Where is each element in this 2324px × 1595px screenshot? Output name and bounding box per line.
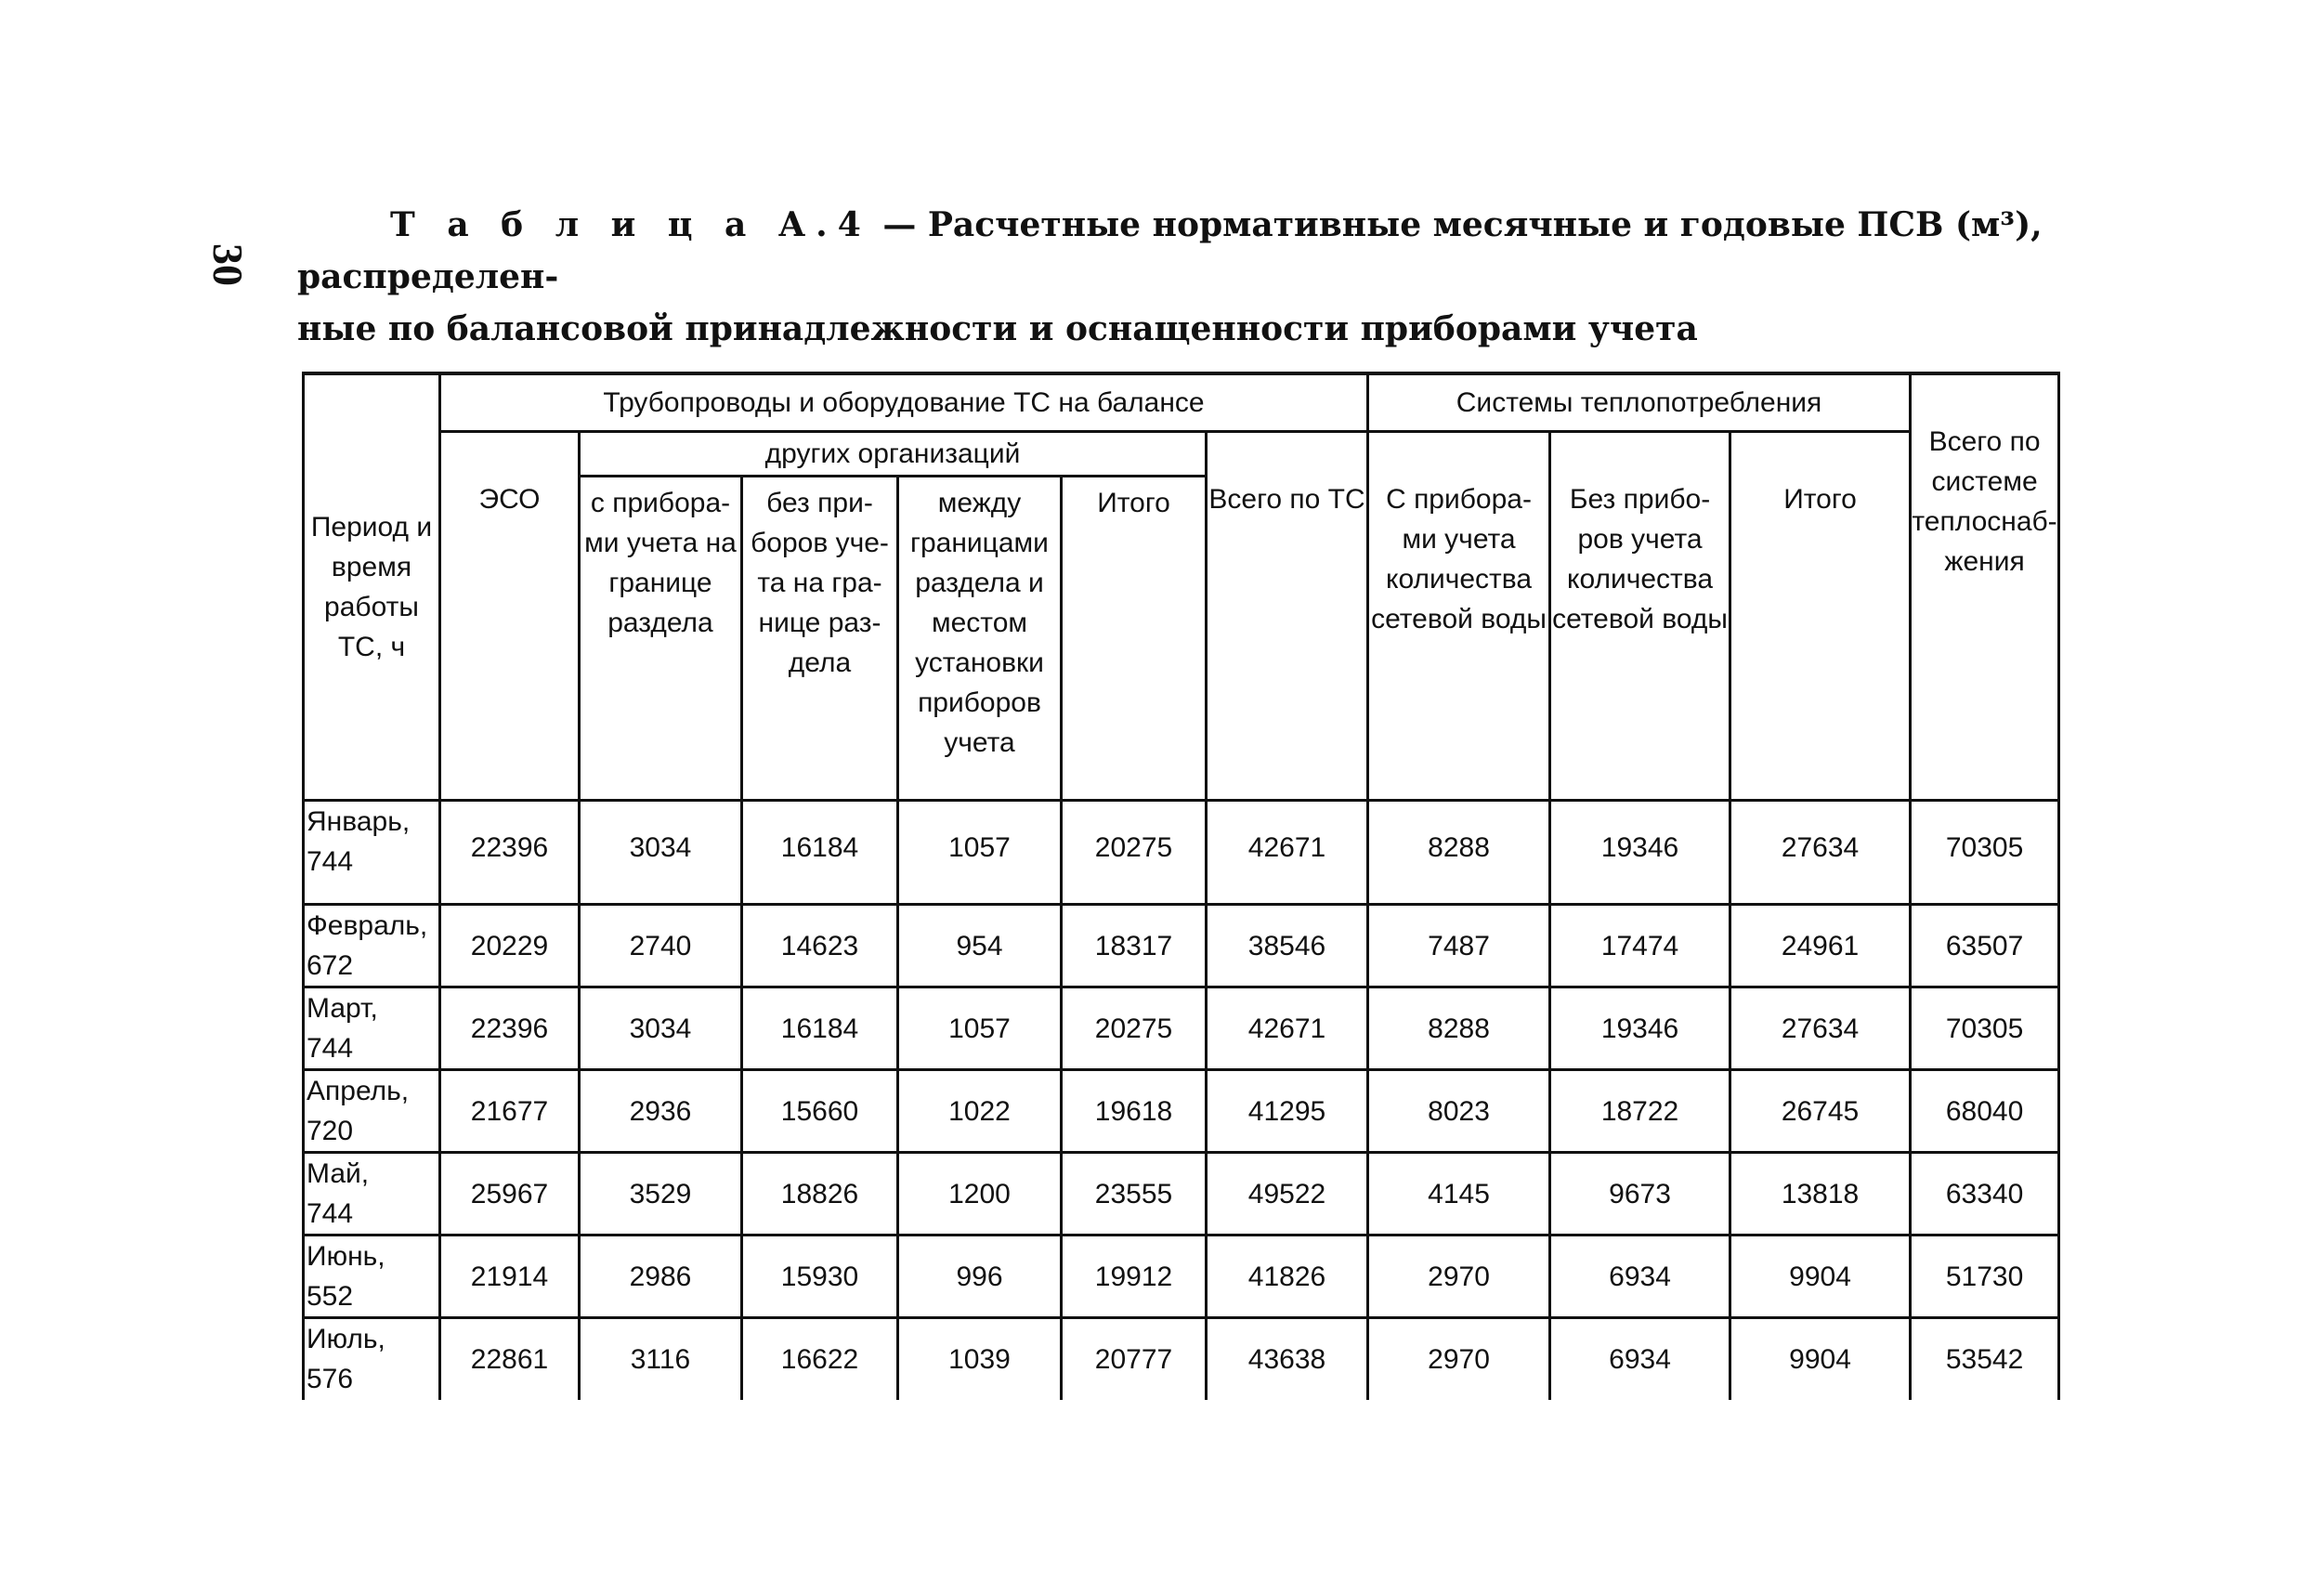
table-cell: 14623 bbox=[742, 904, 898, 987]
row-period: Февраль, bbox=[307, 909, 428, 941]
header-without-meters-boundary: без при-боров уче-та на гра-нице раз-дела bbox=[742, 476, 898, 800]
table-cell: 7487 bbox=[1368, 904, 1550, 987]
table-cell: 63507 bbox=[1911, 904, 2059, 987]
table-cell: 16184 bbox=[742, 987, 898, 1069]
table-cell: 70305 bbox=[1911, 987, 2059, 1069]
table-row bbox=[304, 904, 2059, 987]
header-between-boundaries: между границами раздела и местом установки приборов учета bbox=[898, 476, 1062, 800]
row-period-cell bbox=[304, 1317, 440, 1400]
header-other-orgs: других организаций bbox=[580, 431, 1207, 476]
header-consumption-total: Итого bbox=[1730, 431, 1911, 800]
table-cell: 1200 bbox=[898, 1152, 1062, 1235]
table-cell: 51730 bbox=[1911, 1235, 2059, 1317]
table-cell: 19618 bbox=[1062, 1069, 1207, 1152]
table-cell: 19346 bbox=[1550, 800, 1730, 904]
table-cell: 2970 bbox=[1368, 1317, 1550, 1400]
table-cell: 8288 bbox=[1368, 987, 1550, 1069]
table-cell: 23555 bbox=[1062, 1152, 1207, 1235]
header-period: Период и время работы ТС, ч bbox=[304, 373, 440, 800]
row-hours: 744 bbox=[307, 1197, 354, 1229]
caption-label: Т а б л и ц а А.4 bbox=[390, 205, 871, 244]
table-cell: 22861 bbox=[440, 1317, 580, 1400]
row-period-cell bbox=[304, 800, 440, 904]
table-cell: 9673 bbox=[1550, 1152, 1730, 1235]
table-cell: 18722 bbox=[1550, 1069, 1730, 1152]
row-period-cell bbox=[304, 1152, 440, 1235]
header-with-meters-boundary: с прибора-ми учета на границе раздела bbox=[580, 476, 742, 800]
table-cell: 20777 bbox=[1062, 1317, 1207, 1400]
table-row bbox=[304, 1235, 2059, 1317]
row-period: Июнь, bbox=[307, 1240, 385, 1272]
page-number: 30 bbox=[204, 243, 252, 286]
table-cell: 18317 bbox=[1062, 904, 1207, 987]
row-hours: 552 bbox=[307, 1280, 354, 1312]
table-cell: 3116 bbox=[580, 1317, 742, 1400]
table-row bbox=[304, 1069, 2059, 1152]
header-system-total: Всего по системе теплоснаб-жения bbox=[1911, 373, 2059, 800]
table-cell: 1057 bbox=[898, 987, 1062, 1069]
table-cell: 13818 bbox=[1730, 1152, 1911, 1235]
row-hours: 576 bbox=[307, 1363, 354, 1394]
table-cell: 21677 bbox=[440, 1069, 580, 1152]
table-cell: 8023 bbox=[1368, 1069, 1550, 1152]
table-cell: 22396 bbox=[440, 987, 580, 1069]
row-period: Апрель, bbox=[307, 1075, 410, 1106]
table-cell: 3034 bbox=[580, 987, 742, 1069]
table-cell: 43638 bbox=[1207, 1317, 1368, 1400]
row-period-cell bbox=[304, 1235, 440, 1317]
header-without-meters-water: Без прибо-ров учета количества сетевой воды bbox=[1550, 431, 1730, 800]
table-cell: 1022 bbox=[898, 1069, 1062, 1152]
table-cell: 2936 bbox=[580, 1069, 742, 1152]
table-cell: 954 bbox=[898, 904, 1062, 987]
table-caption bbox=[297, 199, 2062, 355]
caption-text-line2: ные по балансовой принадлежности и оснащенности приборами учета bbox=[297, 309, 1698, 348]
table-cell: 27634 bbox=[1730, 800, 1911, 904]
table-cell: 18826 bbox=[742, 1152, 898, 1235]
table-cell: 26745 bbox=[1730, 1069, 1911, 1152]
table-cell: 996 bbox=[898, 1235, 1062, 1317]
table-cell: 19912 bbox=[1062, 1235, 1207, 1317]
table-body bbox=[304, 800, 2059, 1400]
table-row bbox=[304, 1152, 2059, 1235]
table-cell: 2986 bbox=[580, 1235, 742, 1317]
table-cell: 8288 bbox=[1368, 800, 1550, 904]
row-period: Июль, bbox=[307, 1323, 385, 1354]
table-cell: 41826 bbox=[1207, 1235, 1368, 1317]
table-cell: 63340 bbox=[1911, 1152, 2059, 1235]
table-cell: 20229 bbox=[440, 904, 580, 987]
header-pipelines-group: Трубопроводы и оборудование ТС на балансе bbox=[440, 373, 1368, 431]
table-cell: 6934 bbox=[1550, 1235, 1730, 1317]
table-cell: 2740 bbox=[580, 904, 742, 987]
table-cell: 27634 bbox=[1730, 987, 1911, 1069]
table-cell: 17474 bbox=[1550, 904, 1730, 987]
table-cell: 49522 bbox=[1207, 1152, 1368, 1235]
row-hours: 744 bbox=[307, 1032, 354, 1064]
table-cell: 42671 bbox=[1207, 800, 1368, 904]
table-cell: 9904 bbox=[1730, 1235, 1911, 1317]
table-cell: 41295 bbox=[1207, 1069, 1368, 1152]
row-period: Январь, bbox=[307, 805, 411, 837]
caption-text-line1: — Расчетные нормативные месячные и годовые ПСВ (м³), распределен- bbox=[297, 205, 2043, 296]
row-hours: 720 bbox=[307, 1115, 354, 1146]
header-total-ts: Всего по ТС bbox=[1207, 431, 1368, 800]
table-cell: 42671 bbox=[1207, 987, 1368, 1069]
table-cell: 25967 bbox=[440, 1152, 580, 1235]
table-cell: 15660 bbox=[742, 1069, 898, 1152]
table-cell: 21914 bbox=[440, 1235, 580, 1317]
table-cell: 3529 bbox=[580, 1152, 742, 1235]
table-cell: 15930 bbox=[742, 1235, 898, 1317]
table-cell: 38546 bbox=[1207, 904, 1368, 987]
row-period-cell bbox=[304, 904, 440, 987]
psv-table bbox=[302, 372, 2060, 1400]
table-cell: 6934 bbox=[1550, 1317, 1730, 1400]
table-row bbox=[304, 987, 2059, 1069]
header-with-meters-water: С прибора-ми учета количества сетевой воды bbox=[1368, 431, 1550, 800]
table-cell: 16184 bbox=[742, 800, 898, 904]
table-cell: 19346 bbox=[1550, 987, 1730, 1069]
row-period-cell bbox=[304, 987, 440, 1069]
table-cell: 20275 bbox=[1062, 987, 1207, 1069]
table-cell: 9904 bbox=[1730, 1317, 1911, 1400]
row-period-cell bbox=[304, 1069, 440, 1152]
table-cell: 20275 bbox=[1062, 800, 1207, 904]
table-row bbox=[304, 1317, 2059, 1400]
table-cell: 4145 bbox=[1368, 1152, 1550, 1235]
row-hours: 744 bbox=[307, 845, 354, 877]
table-cell: 68040 bbox=[1911, 1069, 2059, 1152]
header-consumption-group: Системы теплопотребления bbox=[1368, 373, 1911, 431]
row-period: Март, bbox=[307, 992, 378, 1024]
header-other-total: Итого bbox=[1062, 476, 1207, 800]
table-cell: 1057 bbox=[898, 800, 1062, 904]
header-eso: ЭСО bbox=[440, 431, 580, 800]
row-hours: 672 bbox=[307, 949, 354, 981]
table-cell: 22396 bbox=[440, 800, 580, 904]
table-cell: 70305 bbox=[1911, 800, 2059, 904]
table-cell: 1039 bbox=[898, 1317, 1062, 1400]
table-cell: 24961 bbox=[1730, 904, 1911, 987]
table-row bbox=[304, 800, 2059, 904]
table-cell: 2970 bbox=[1368, 1235, 1550, 1317]
table-cell: 16622 bbox=[742, 1317, 898, 1400]
table-cell: 53542 bbox=[1911, 1317, 2059, 1400]
table-cell: 3034 bbox=[580, 800, 742, 904]
row-period: Май, bbox=[307, 1157, 370, 1189]
